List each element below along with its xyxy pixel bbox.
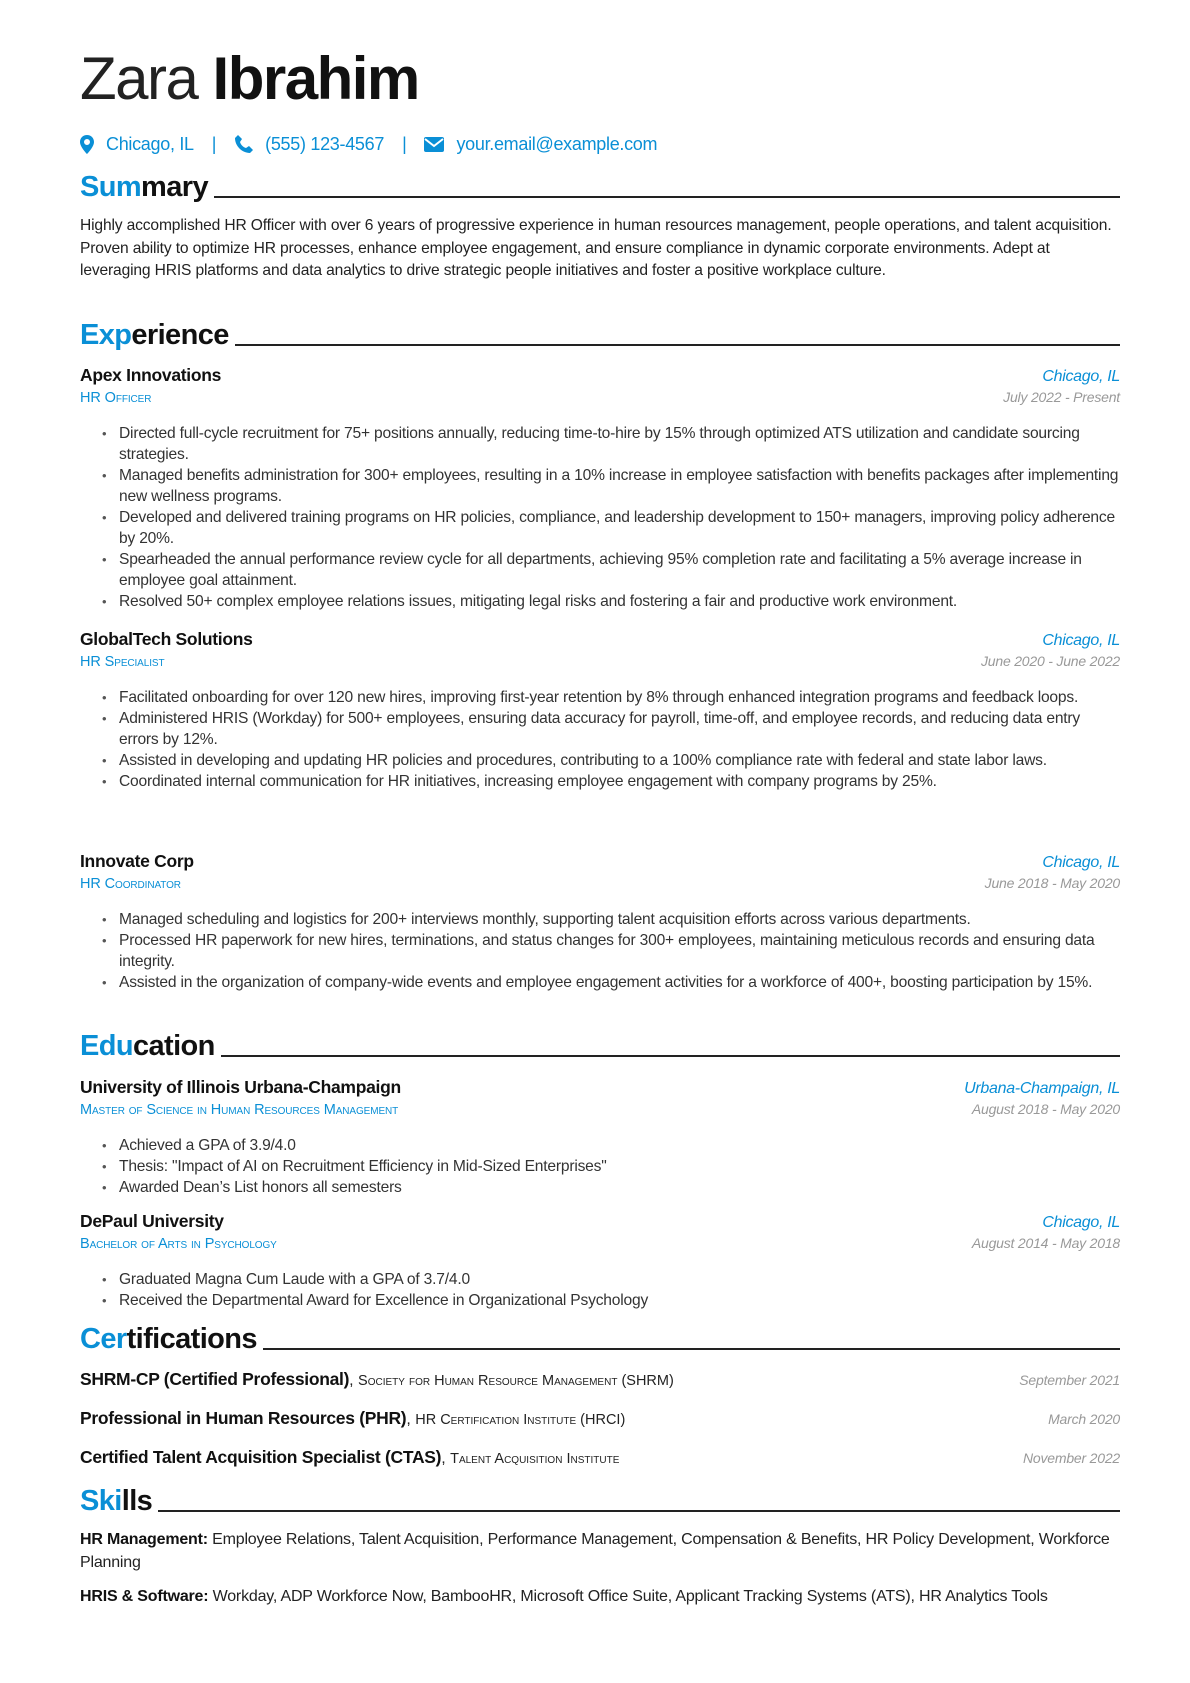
job-title: HR Coordinator (80, 876, 181, 892)
bullet-list (102, 687, 1120, 792)
list-item: • Thesis: "Impact of AI on Recruitment Efficiency in Mid-Sized Enterprises" (102, 1156, 1120, 1177)
list-item: • Graduated Magna Cum Laude with a GPA of 3.7/4.0 (102, 1269, 1120, 1290)
list-item: • Resolved 50+ complex employee relations issues, mitigating legal risks and fostering a fair and productive work environment. (102, 591, 1120, 612)
candidate-name: Zara Ibrahim (80, 45, 419, 112)
list-item: • Coordinated internal communication for HR initiatives, increasing employee engagement with company programs by 25%. (102, 771, 1120, 792)
list-item: • Facilitated onboarding for over 120 new hires, improving first-year retention by 8% through enhanced integration programs and feedback loops. (102, 687, 1120, 708)
skill-group: HR Management: Employee Relations, Talent Acquisition, Performance Management, Compensation & Benefits, HR Policy Development, Workforce Planning (80, 1531, 1110, 1571)
email-link[interactable]: your.email@example.com (456, 134, 658, 154)
list-item: • Developed and delivered training programs on HR policies, compliance, and leadership development to 150+ managers, improving policy adherence by 20%. (102, 507, 1120, 549)
education-entry (80, 1075, 1120, 1198)
job-location: Chicago, IL (1042, 632, 1120, 649)
contact-bar (80, 134, 657, 155)
job-title: HR Officer (80, 390, 152, 406)
certifications-heading: Certifications (80, 1322, 1120, 1356)
company-name: Apex Innovations (80, 365, 222, 385)
envelope-icon (424, 137, 444, 152)
phone-link[interactable]: (555) 123-4567 (265, 134, 385, 154)
list-item: • Spearheaded the annual performance review cycle for all departments, achieving 95% completion rate and facilitating a 5% average increase in employee goal attainment. (102, 549, 1120, 591)
degree: Bachelor of Arts in Psychology (80, 1236, 277, 1252)
education-dates: August 2014 - May 2018 (971, 1235, 1120, 1251)
list-item: • Administered HRIS (Workday) for 500+ employees, ensuring data accuracy for payroll, time-off, and employee records, and reducing data entry errors by 12%. (102, 708, 1120, 750)
job-location: Chicago, IL (1042, 854, 1120, 871)
summary-heading: Summary (80, 170, 1120, 204)
company-name: GlobalTech Solutions (80, 629, 253, 649)
bullet-list (102, 909, 1120, 993)
job-dates: June 2020 - June 2022 (980, 653, 1120, 669)
education-dates: August 2018 - May 2020 (971, 1101, 1120, 1117)
certification-item: Certified Talent Acquisition Specialist (CTAS), Talent Acquisition Institute November 2022 (80, 1447, 1120, 1467)
experience-entry (80, 627, 1120, 792)
education-heading: Education (80, 1029, 1120, 1063)
education-entry (80, 1209, 1120, 1311)
list-item: • Directed full-cycle recruitment for 75+ positions annually, reducing time-to-hire by 15% through optimized ATS utilization and candidate sourcing strategies. (102, 423, 1120, 465)
certification-item: Professional in Human Resources (PHR), HR Certification Institute (HRCI) March 2020 (80, 1408, 1120, 1428)
bullet-list (102, 1269, 1120, 1311)
experience-heading: Experience (80, 318, 1120, 352)
degree: Master of Science in Human Resources Management (80, 1102, 399, 1118)
phone-icon (234, 135, 253, 154)
bullet-list (102, 423, 1120, 612)
school-name: DePaul University (80, 1211, 224, 1231)
company-name: Innovate Corp (80, 851, 194, 871)
map-pin-icon (80, 135, 94, 154)
experience-entry (80, 849, 1120, 993)
school-location: Chicago, IL (1042, 1214, 1120, 1231)
skills-heading: Skills (80, 1484, 1120, 1518)
job-dates: June 2018 - May 2020 (984, 875, 1120, 891)
list-item: • Processed HR paperwork for new hires, terminations, and status changes for 300+ employees, maintaining meticulous records and ensuring data integrity. (102, 930, 1120, 972)
list-item: • Managed benefits administration for 300+ employees, resulting in a 10% increase in employee satisfaction with benefits packages after implementing new wellness programs. (102, 465, 1120, 507)
list-item: • Achieved a GPA of 3.9/4.0 (102, 1135, 1120, 1156)
separator: | (211, 134, 217, 154)
location-text: Chicago, IL (106, 134, 194, 154)
school-name: University of Illinois Urbana-Champaign (80, 1077, 401, 1097)
job-title: HR Specialist (80, 654, 165, 670)
list-item: • Managed scheduling and logistics for 200+ interviews monthly, supporting talent acquisition efforts across various departments. (102, 909, 1120, 930)
bullet-list (102, 1135, 1120, 1198)
list-item: • Assisted in the organization of company-wide events and employee engagement activities for a workforce of 400+, boosting participation by 15%. (102, 972, 1120, 993)
experience-entry (80, 363, 1120, 612)
job-location: Chicago, IL (1042, 368, 1120, 385)
school-location: Urbana-Champaign, IL (964, 1080, 1120, 1097)
skill-group: HRIS & Software: Workday, ADP Workforce Now, BambooHR, Microsoft Office Suite, Applicant Tracking Systems (ATS), HR Analytics Tools (80, 1588, 1048, 1605)
separator: | (402, 134, 407, 154)
summary-text: Highly accomplished HR Officer with over 6 years of progressive experience in human resources management, people operations, and talent acquisition. Proven ability to optimize HR processes, enhance employee engagement, and ensure compliance in dynamic corporate environments. Adept at leveraging HRIS platforms and data analytics to drive strategic people initiatives and foster a positive workplace culture. (80, 217, 1112, 280)
certification-item: SHRM-CP (Certified Professional), Society for Human Resource Management (SHRM) September 2021 (80, 1369, 1120, 1389)
job-dates: July 2022 - Present (1003, 389, 1120, 405)
list-item: • Assisted in developing and updating HR policies and procedures, contributing to a 100% compliance rate with federal and state labor laws. (102, 750, 1120, 771)
list-item: • Awarded Dean’s List honors all semesters (102, 1177, 1120, 1198)
list-item: • Received the Departmental Award for Excellence in Organizational Psychology (102, 1290, 1120, 1311)
